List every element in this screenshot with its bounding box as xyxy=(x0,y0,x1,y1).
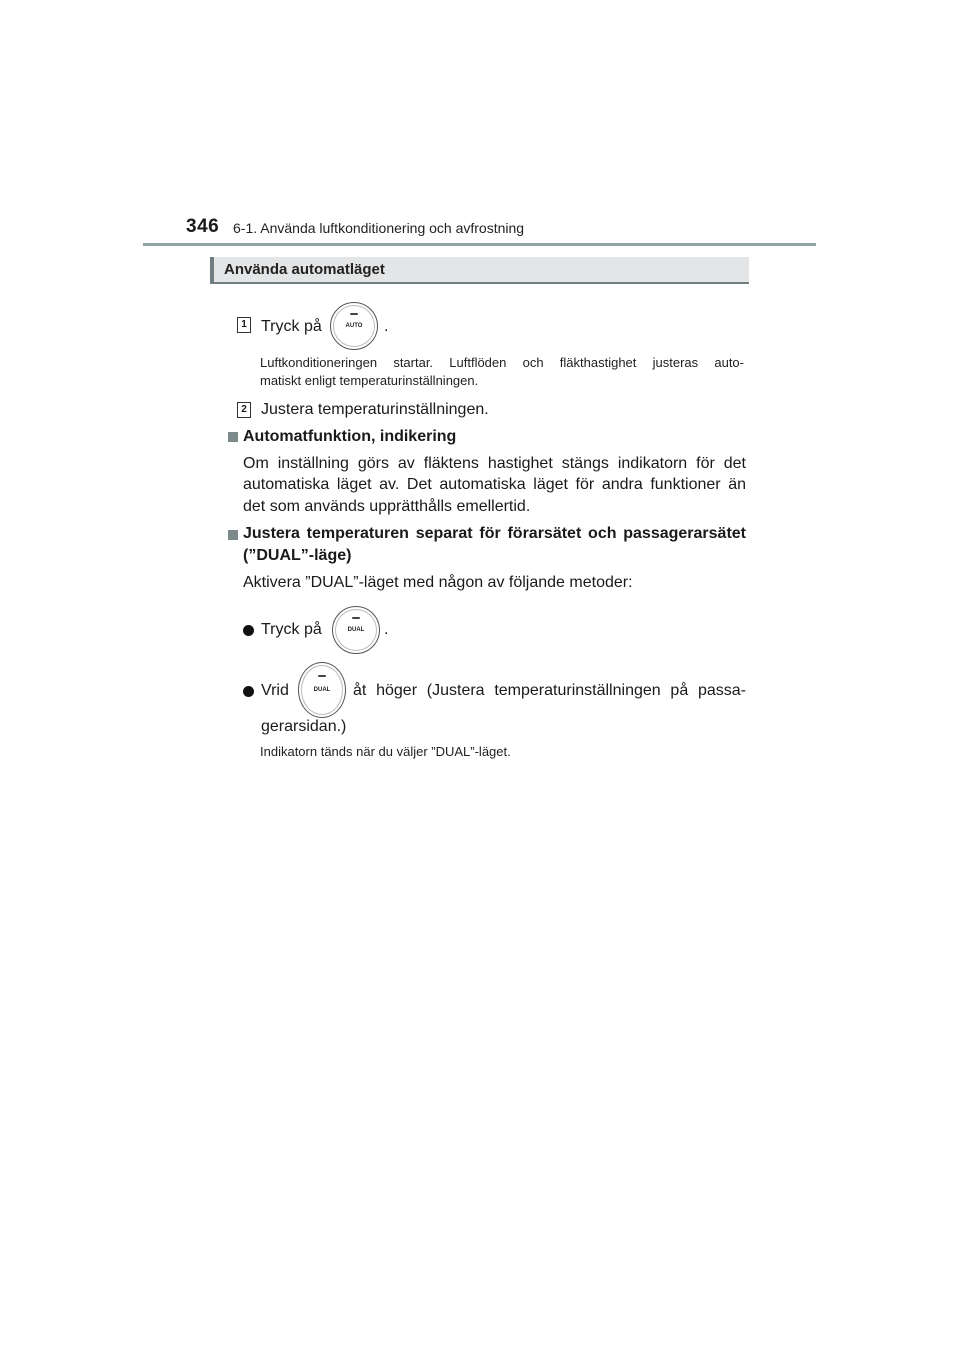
indicator-lamp-icon xyxy=(352,617,360,619)
page-number: 346 xyxy=(186,216,220,237)
dual-note: Indikatorn tänds när du väljer ”DUAL”-läget. xyxy=(260,744,511,759)
auto-button-icon xyxy=(330,302,378,350)
dual-button-icon xyxy=(332,606,380,654)
auto-indication-heading: Automatfunktion, indikering xyxy=(243,428,457,445)
auto-button-label: AUTO xyxy=(345,323,363,329)
method-2-continuation: gerarsidan.) xyxy=(261,718,347,735)
auto-indication-line-3: det som används upprätthålls emellertid. xyxy=(243,498,531,515)
auto-indication-line-2: automatiska läget av. Det automatiska läget för andra funktioner än xyxy=(243,476,746,493)
step-1-note-line-2: matiskt enligt temperaturinställningen. xyxy=(260,373,479,388)
indicator-lamp-icon xyxy=(318,675,326,677)
method-1-prefix: Tryck på xyxy=(261,621,322,638)
method-2-suffix: åt höger (Justera temperaturinställningen på passa- xyxy=(353,682,746,699)
dual-button-label: DUAL xyxy=(347,627,365,633)
dual-intro: Aktivera ”DUAL”-läget med någon av följande metoder: xyxy=(243,574,633,591)
round-bullet-icon xyxy=(243,686,254,697)
step-2-text: Justera temperaturinställningen. xyxy=(261,401,489,418)
method-2-prefix: Vrid xyxy=(261,682,289,699)
dual-heading-line-1: Justera temperaturen separat för förarsätet och passagerarsätet xyxy=(243,525,746,542)
square-bullet-icon xyxy=(228,530,238,540)
method-1-suffix: . xyxy=(384,621,389,638)
section-title: Använda automatläget xyxy=(224,261,385,278)
step-1-suffix: . xyxy=(384,318,389,335)
header-rule xyxy=(143,243,816,246)
section-heading-bar xyxy=(210,257,749,284)
indicator-lamp-icon xyxy=(350,313,358,315)
auto-indication-line-1: Om inställning görs av fläktens hastighet stängs indikatorn för det xyxy=(243,455,746,472)
chapter-title: 6-1. Använda luftkonditionering och avfrostning xyxy=(233,220,525,236)
square-bullet-icon xyxy=(228,432,238,442)
step-number-1: 1 xyxy=(237,317,251,333)
step-1-note-line-1: Luftkonditioneringen startar. Luftflöden och fläkthastighet justeras auto- xyxy=(260,355,744,370)
dual-knob-icon xyxy=(298,662,346,718)
round-bullet-icon xyxy=(243,625,254,636)
dual-heading-line-2: (”DUAL”-läge) xyxy=(243,547,352,564)
dual-knob-label: DUAL xyxy=(313,687,331,693)
step-1-prefix: Tryck på xyxy=(261,318,322,335)
step-number-2: 2 xyxy=(237,402,251,418)
